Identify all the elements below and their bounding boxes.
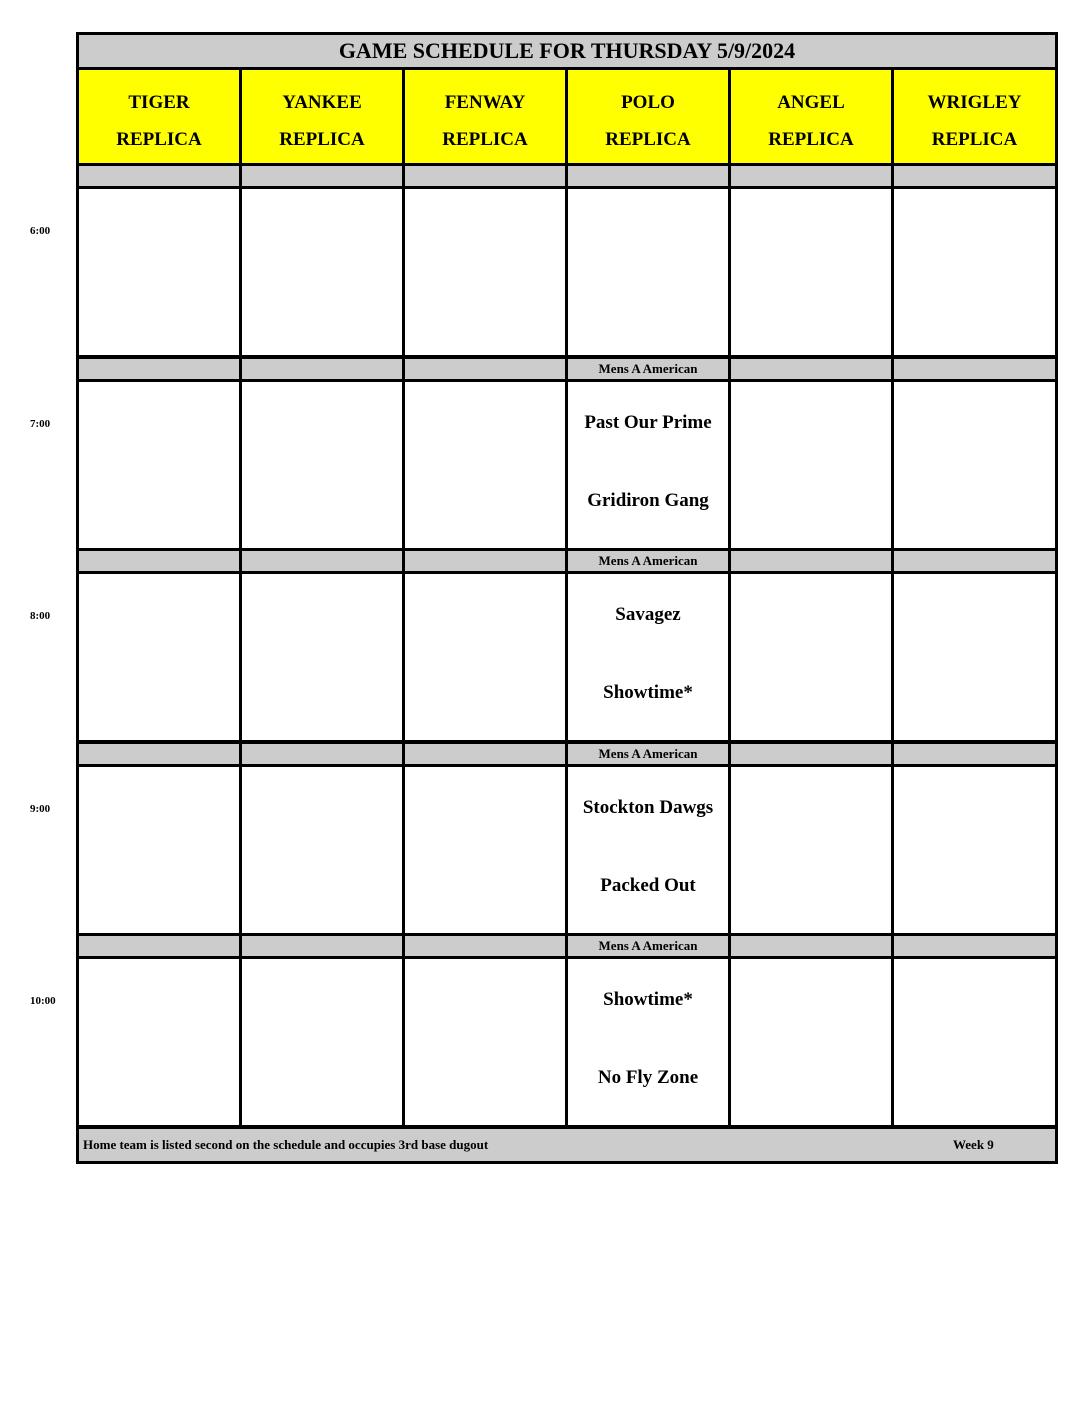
- empty-slot: [242, 574, 402, 740]
- time-label: 7:00: [30, 418, 51, 430]
- empty-slot: [242, 189, 402, 355]
- division-bar: [79, 744, 239, 764]
- division-bar: [79, 359, 239, 379]
- division-bar: [731, 936, 891, 956]
- home-team: No Fly Zone: [597, 1067, 699, 1088]
- empty-slot: [731, 767, 891, 933]
- empty-slot: [894, 959, 1055, 1125]
- field-header-wrigley: [894, 70, 1055, 163]
- empty-slot: [79, 574, 239, 740]
- empty-slot: [731, 189, 891, 355]
- division-bar: [731, 166, 891, 186]
- division-bar: [894, 936, 1055, 956]
- field-subtitle: REPLICA: [116, 129, 202, 150]
- empty-slot: [731, 574, 891, 740]
- division-bar: [568, 551, 728, 571]
- title-text: GAME SCHEDULE FOR THURSDAY 5/9/2024: [338, 38, 796, 63]
- division-bar: [405, 551, 565, 571]
- field-header-angel: [731, 70, 891, 163]
- division-bar: [242, 744, 402, 764]
- division-bar: [894, 166, 1055, 186]
- empty-slot: [405, 382, 565, 548]
- field-name: POLO: [621, 92, 675, 113]
- division-bar: [242, 936, 402, 956]
- time-label: 10:00: [30, 995, 56, 1007]
- field-name: WRIGLEY: [927, 92, 1022, 113]
- empty-slot: [894, 767, 1055, 933]
- division-bar: [568, 936, 728, 956]
- away-team: Showtime*: [603, 989, 693, 1010]
- footer-note: Home team is listed second on the schedule and occupies 3rd base dugout: [83, 1137, 489, 1152]
- field-header-polo: [568, 70, 728, 163]
- division-bar: [79, 551, 239, 571]
- field-name: TIGER: [128, 92, 190, 113]
- division-bar: [405, 936, 565, 956]
- field-name: FENWAY: [444, 92, 526, 113]
- empty-slot: [405, 959, 565, 1125]
- empty-slot: [731, 382, 891, 548]
- away-team: Stockton Dawgs: [582, 797, 714, 818]
- game-slot: [568, 574, 728, 740]
- division-label: Mens A American: [598, 746, 698, 761]
- time-label: 8:00: [30, 610, 51, 622]
- division-bar: [731, 359, 891, 379]
- field-header-tiger: [79, 70, 239, 163]
- field-subtitle: REPLICA: [442, 129, 528, 150]
- empty-slot: [894, 574, 1055, 740]
- field-subtitle: REPLICA: [279, 129, 365, 150]
- empty-slot: [79, 189, 239, 355]
- division-bar: [568, 166, 728, 186]
- week-label: Week 9: [953, 1137, 994, 1152]
- empty-slot: [731, 959, 891, 1125]
- away-team: Past Our Prime: [584, 412, 712, 433]
- time-label: 9:00: [30, 803, 51, 815]
- division-bar: [568, 359, 728, 379]
- game-slot: [568, 382, 728, 548]
- empty-slot: [894, 382, 1055, 548]
- game-slot: [568, 767, 728, 933]
- footer-bar: [79, 1129, 1055, 1161]
- empty-slot: [405, 189, 565, 355]
- empty-slot: [568, 189, 728, 355]
- division-bar: [405, 359, 565, 379]
- field-subtitle: REPLICA: [931, 129, 1018, 150]
- division-bar: [242, 359, 402, 379]
- empty-slot: [405, 574, 565, 740]
- empty-slot: [79, 382, 239, 548]
- field-name: YANKEE: [282, 92, 362, 113]
- division-bar: [242, 166, 402, 186]
- page-title: [79, 35, 1055, 67]
- division-bar: [894, 359, 1055, 379]
- time-label: 6:00: [30, 225, 51, 237]
- division-bar: [894, 551, 1055, 571]
- home-team: Showtime*: [603, 682, 693, 703]
- empty-slot: [405, 767, 565, 933]
- empty-slot: [894, 189, 1055, 355]
- schedule-sheet: [76, 32, 1058, 1164]
- division-bar: [242, 551, 402, 571]
- division-bar: [894, 744, 1055, 764]
- division-label: Mens A American: [598, 938, 698, 953]
- field-subtitle: REPLICA: [605, 129, 691, 150]
- game-slot: [568, 959, 728, 1125]
- field-name: ANGEL: [777, 92, 845, 113]
- empty-slot: [242, 382, 402, 548]
- division-bar: [405, 166, 565, 186]
- empty-slot: [79, 959, 239, 1125]
- empty-slot: [242, 959, 402, 1125]
- empty-slot: [79, 767, 239, 933]
- division-label: Mens A American: [598, 553, 698, 568]
- field-header-fenway: [405, 70, 565, 163]
- home-team: Gridiron Gang: [587, 490, 709, 511]
- division-bar: [79, 166, 239, 186]
- division-label: Mens A American: [598, 361, 698, 376]
- empty-slot: [242, 767, 402, 933]
- division-bar: [405, 744, 565, 764]
- home-team: Packed Out: [600, 875, 696, 896]
- division-bar: [79, 936, 239, 956]
- division-bar: [731, 744, 891, 764]
- field-subtitle: REPLICA: [768, 129, 854, 150]
- division-bar: [568, 744, 728, 764]
- away-team: Savagez: [615, 604, 681, 625]
- field-header-yankee: [242, 70, 402, 163]
- division-bar: [731, 551, 891, 571]
